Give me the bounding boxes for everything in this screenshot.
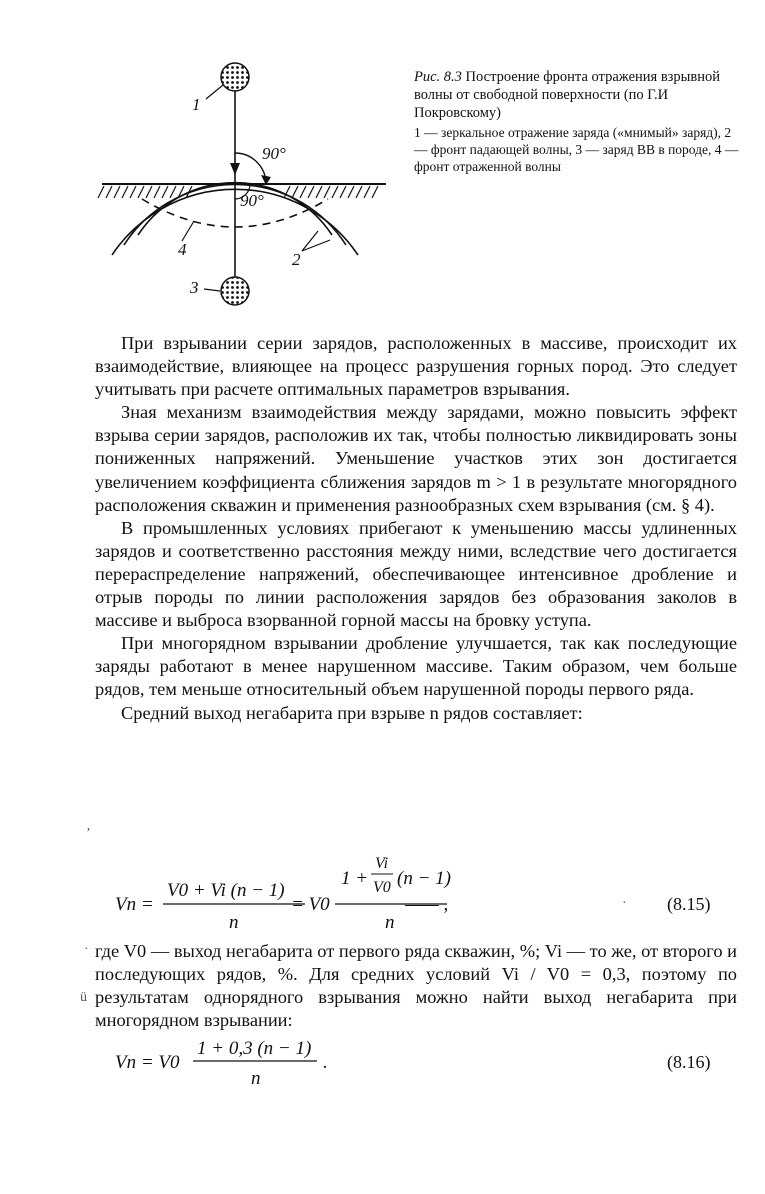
caption-legend: 1 — зеркальное отражение заряда («мнимый» заряд), 2 — фронт падающей волны, 3 — заряд ВВ в породе, 4 — фронт отраженной волны [414, 125, 739, 174]
arrow-head-icon [230, 163, 240, 175]
label-3: 3 [190, 278, 199, 297]
f815-one-plus: 1 + [341, 868, 369, 889]
f816-lhs: Vn = V0 [115, 1052, 180, 1073]
f815-n-minus: (n − 1) [397, 868, 451, 889]
margin-mark: · [622, 896, 627, 911]
body-text-2 [95, 940, 737, 1032]
f816-number: (8.16) [667, 1052, 711, 1072]
f815-eq: = V0 [291, 894, 330, 915]
caption-title-text: Построение фронта отражения взрывной волны от свободной поверхности (по Г.И Покровскому) [414, 69, 721, 121]
imaginary-charge-ball [221, 63, 249, 91]
caption-title [414, 68, 744, 122]
paragraph: При многорядном взрывании дробление улучшается, так как последующие заряды работают в менее нарушенном массиве. Таким образом, чем больше рядов, тем меньше относительный объем нарушенной породы первого ряда. [95, 633, 737, 700]
ground-hatching [98, 186, 378, 198]
f816-num: 1 + 0,3 (n − 1) [197, 1038, 312, 1059]
formula-8-15 [95, 852, 745, 938]
body-text [95, 332, 737, 725]
f816-den: n [251, 1068, 261, 1089]
f815-lhs: Vn = [115, 894, 154, 915]
f815-den1: n [229, 912, 239, 933]
paragraph: В промышленных условиях прибегают к уменьшению массы удлиненных зарядов и соответственно расстояния между ними, вследствие чего достигается перераспределение напряжений, обеспечивающее интенсивное дробление и отрыв породы по линии расположения зарядов без образования заколов в массиве и выброса взорванной горной массы на бровку уступа. [95, 517, 737, 631]
f815-number: (8.15) [667, 894, 711, 914]
paragraph: При взрывании серии зарядов, расположенных в массиве, происходит их взаимодействие, влияющее на процесс разрушения горных пород. Это следует учитывать при расчете оптимальных параметров взрывания. [95, 333, 737, 400]
formula-8-16 [95, 1034, 745, 1090]
f815-inner-den: V0 [373, 879, 391, 896]
f816-tail: . [323, 1052, 328, 1073]
leader-4 [182, 221, 194, 241]
leader-3 [204, 289, 220, 291]
margin-mark: · [84, 942, 89, 957]
label-1: 1 [192, 95, 201, 114]
figure-8-3 [90, 55, 400, 315]
paragraph: где V0 — выход негабарита от первого ряда скважин, %; Vi — то же, от второго и последующих рядов, %. Для средних условий Vi / V0 = 0,3, поэтому по результатам однорядного взрывания можно найти выход негабарита при многорядном взрывании: [95, 941, 737, 1031]
explosive-charge-ball [221, 277, 249, 305]
paragraph: Зная механизм взаимодействия между зарядами, можно повысить эффект взрыва серии зарядов, расположив их так, чтобы полностью ликвидировать зоны пониженных напряжений. Уменьшение участков этих зон достигается увеличением коэффициента сближения зарядов m > 1 в результате многорядного расположения скважин и применения разнообразных схем взрывания (см. § 4). [95, 402, 737, 515]
caption-lead: Рис. 8.3 [414, 69, 462, 85]
f815-tail: —— , [405, 894, 449, 915]
f815-den2: n [385, 912, 395, 933]
label-angle-top: 90° [262, 144, 286, 163]
label-2: 2 [292, 250, 301, 269]
figure-caption [414, 68, 744, 175]
f815-num1: V0 + Vi (n − 1) [167, 880, 285, 901]
margin-mark: ’ [86, 826, 91, 841]
paragraph: Средний выход негабарита при взрыве n рядов составляет: [121, 702, 583, 723]
label-angle-inner: 90° [240, 191, 264, 210]
leader-1 [206, 85, 223, 99]
f815-inner-num: Vi [375, 855, 389, 872]
margin-mark: ü [80, 990, 87, 1005]
label-4: 4 [178, 240, 187, 259]
